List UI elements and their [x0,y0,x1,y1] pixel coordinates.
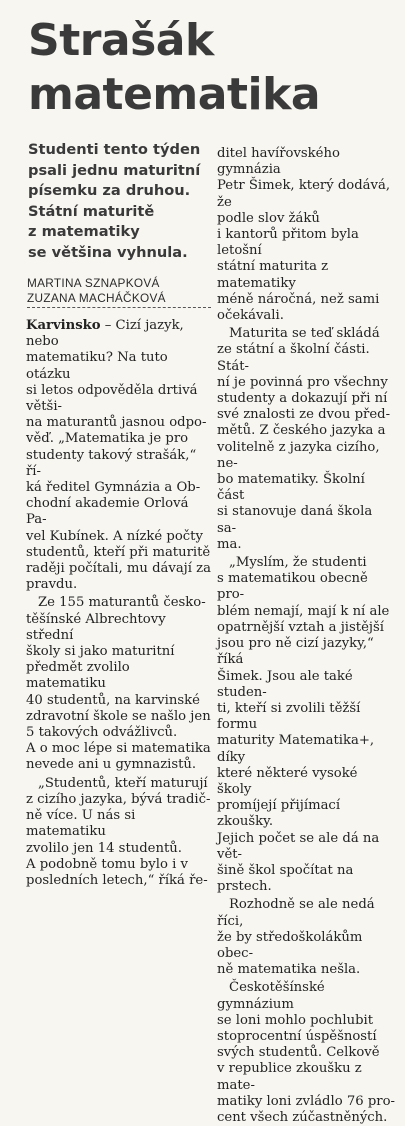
article-paragraph: Ze 155 maturantů česko- těšínské Albrechtovy střední školy si jako maturitní předmět zvolilo matematiku 40 studentů, na karvinské zdravotní škole se našlo jen 5 takových odvážlivců. A o moc lépe si matematika nevede ani u gymnazistů. [26,595,211,773]
author-name: MARTINA SZNAPKOVÁ [27,276,160,290]
article-paragraph: Rozhodně se ale nedá říci, že by středoškolákům obec- ně matematika nešla. [217,897,375,978]
dateline: Karvinsko [26,318,101,333]
article-paragraph: Českotěšínské gymnázium se loni mohlo pochlubit stoprocentní úspěšností svých studentů. Celkově v republice zkoušku z mate- matiky loni zvládlo 76 pro- cent všech zúčastněných. [217,980,395,1125]
authors-block [27,276,211,305]
article-paragraph: ditel havířovského gymnázia Petr Šimek, který dodává, že podle slov žáků i kantorů přitom byla letošní státní maturita z matematiky méně náročná, než sami očekávali. [217,146,391,324]
article-paragraph: „Myslím, že studenti s matematikou obecně pro- blém nemají, mají k ní ale opatrnější vztah a jistější jsou pro ně cizí jazyky,“ říká Šimek. Jsou ale také studen- ti, kteří si zvolili těžší formu maturity Matematika+, díky které některé vysoké školy promíjejí přijímací zkoušky. Jejich počet se ale dá na vět- šině škol spočítat na prstech. [217,555,390,895]
article-column-left [26,318,212,889]
paragraph-text: – Cizí jazyk, nebo matematiku? Na tuto otázku si letos odpověděla drtivá větši- na maturantů jasnou odpo- věď. „Matematika je pro studenty takový strašák,“ ří- ká ředitel Gymnázia a Ob- chodní akademie Orlová Pa- vel Kubínek. A nízké počty studentů, kteří při maturitě raději počítali, mu dávají za pravdu. [26,318,211,593]
authors-divider [27,307,211,308]
author-name: ZUZANA MACHÁČKOVÁ [27,290,166,305]
article-paragraph [26,318,212,593]
article-paragraph: Maturita se teď skládá ze státní a školní části. Stát- ní je povinná pro všechny studenty a dokazují při ní své znalosti ze dvou před- mětů. Z českého jazyka a volitelně z jazyka cizího, ne- bo matematiky. Školní část si stanovuje daná škola sa- ma. [217,326,391,552]
lead-paragraph: Studenti tento týden psali jednu maturitní písemku za druhou. Státní maturitě z matematiky se většina vyhnula. [28,141,201,261]
headline: Strašák matematika [28,15,321,120]
article-paragraph: „Studentů, kteří maturují z cizího jazyka, bývá tradič- ně více. U nás si matematiku zvolilo jen 14 studentů. A podobně tomu bylo i v posledních letech,“ říká ře- [26,775,211,888]
article-column-right [217,146,395,1126]
